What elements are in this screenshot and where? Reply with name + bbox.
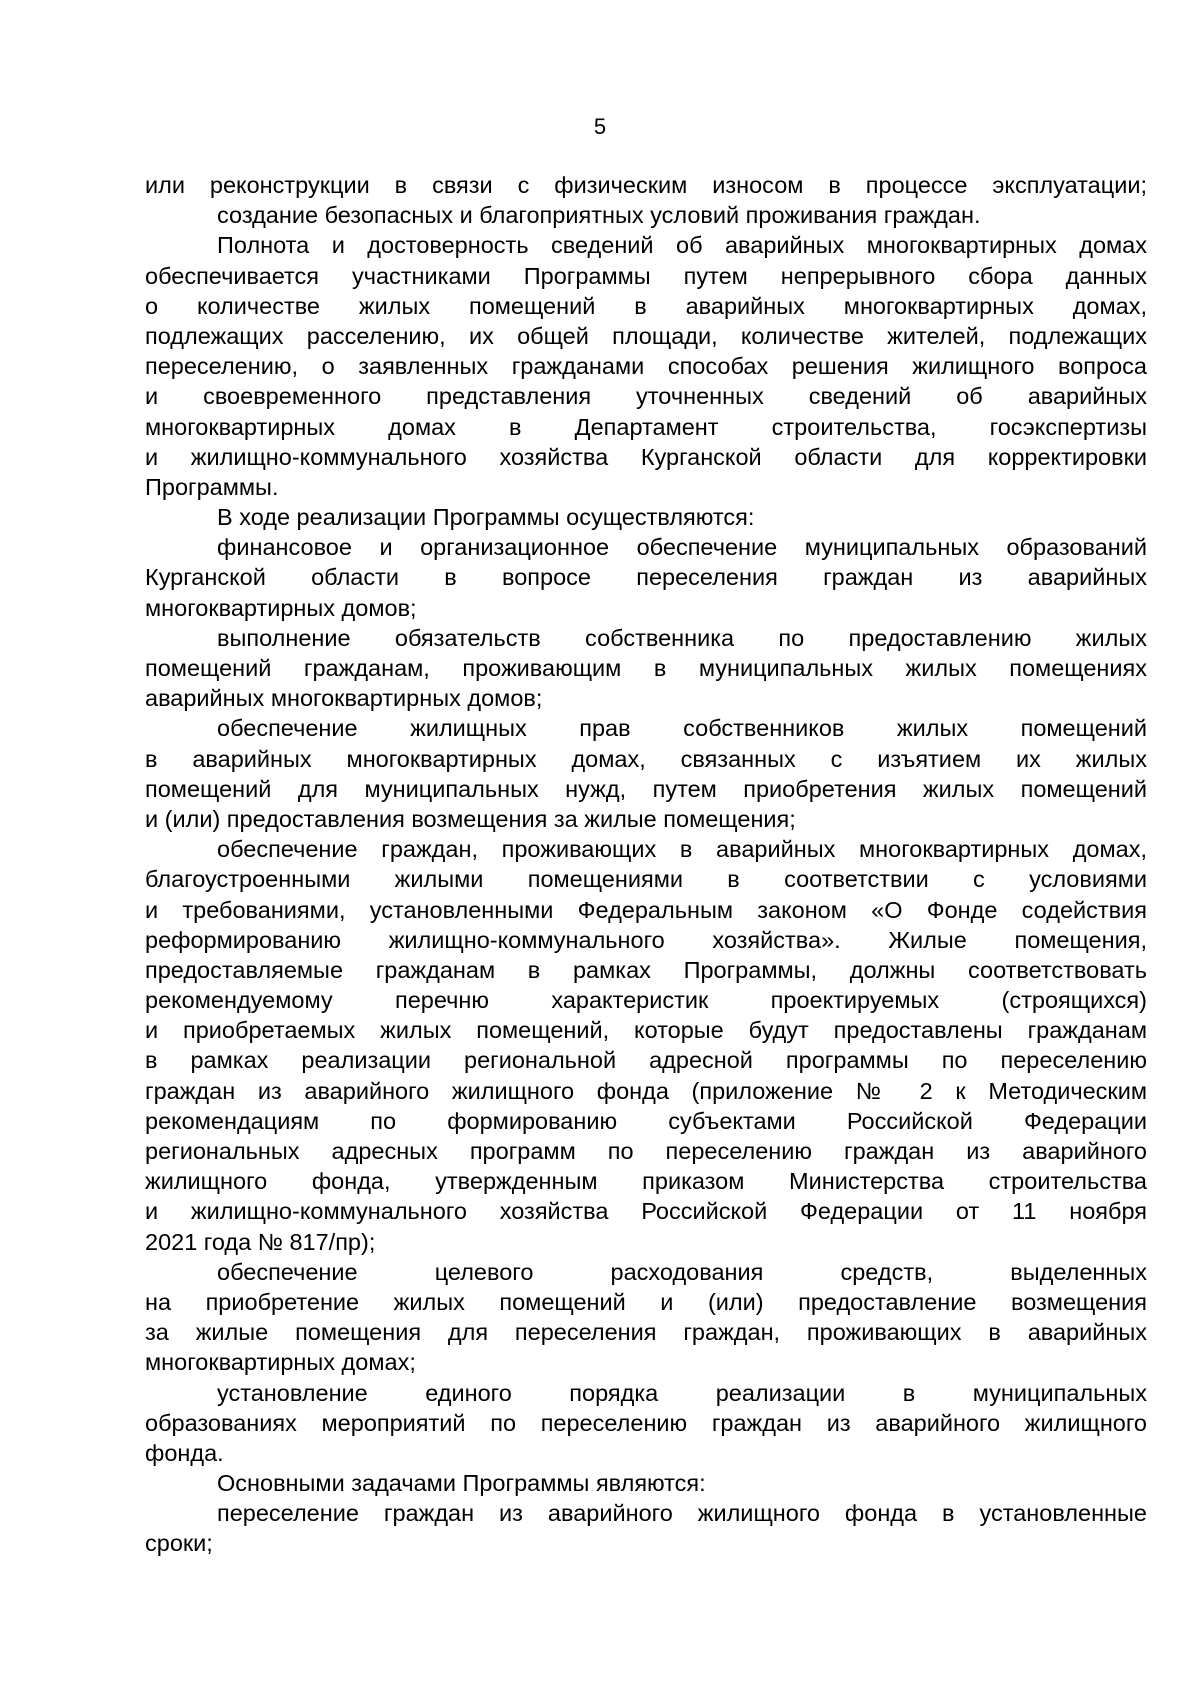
text-line: переселение граждан из аварийного жилищного фонда в установленные [217,1500,1147,1527]
text-line: в рамках реализации региональной адресной программы по переселению [145,1047,1147,1074]
text-line: помещений для муниципальных нужд, путем приобретения жилых помещений [145,775,1147,802]
text-line: выполнение обязательств собственника по предоставлению жилых [217,624,1147,651]
document-body [145,170,1147,1559]
text-line: жилищного фонда, утвержденным приказом Министерства строительства [145,1168,1147,1195]
page-number: 5 [593,114,607,139]
text-line: и своевременного представления уточненных сведений об аварийных [145,383,1147,410]
text-line: и жилищно-коммунального хозяйства Российской Федерации от 11 ноября [145,1198,1147,1225]
text-line: и (или) предоставления возмещения за жилые помещения; [145,805,796,832]
text-line: о количестве жилых помещений в аварийных многоквартирных домах, [145,292,1147,319]
text-line: благоустроенными жилыми помещениями в соответствии с условиями [145,866,1147,893]
text-line: финансовое и организационное обеспечение муниципальных образований [217,534,1147,561]
text-line: региональных адресных программ по переселению граждан из аварийного [145,1138,1147,1164]
text-line: обеспечение жилищных прав собственников жилых помещений [217,715,1147,742]
text-line: за жилые помещения для переселения граждан, проживающих в аварийных [145,1319,1147,1346]
text-line: установление единого порядка реализации в муниципальных [217,1379,1147,1406]
text-line: в аварийных многоквартирных домах, связанных с изъятием их жилых [145,745,1147,772]
text-line: на приобретение жилых помещений и (или) предоставление возмещения [145,1288,1147,1315]
text-line: В ходе реализации Программы осуществляются: [217,504,755,531]
text-line: обеспечивается участниками Программы путем непрерывного сбора данных [145,262,1147,289]
text-line: рекомендуемому перечню характеристик проектируемых (строящихся) [145,987,1147,1014]
text-line: обеспечение граждан, проживающих в аварийных многоквартирных домах, [217,836,1147,863]
text-line: реформированию жилищно-коммунального хозяйства». Жилые помещения, [145,926,1147,953]
text-line: и требованиями, установленными Федеральным законом «О Фонде содействия [145,896,1147,923]
text-line: подлежащих расселению, их общей площади, количестве жителей, подлежащих [145,322,1147,349]
text-line: многоквартирных домах; [145,1349,416,1376]
text-line: помещений гражданам, проживающим в муниципальных жилых помещениях [145,655,1147,681]
text-line: образованиях мероприятий по переселению граждан из аварийного жилищного [145,1409,1147,1436]
text-line: граждан из аварийного жилищного фонда (приложение № 2 к Методическим [145,1077,1147,1104]
text-line: многоквартирных домов; [145,594,417,621]
text-line: фонда. [145,1439,224,1466]
text-line: рекомендациям по формированию субъектами Российской Федерации [145,1107,1147,1134]
text-line: предоставляемые гражданам в рамках Программы, должны соответствовать [145,956,1147,983]
text-line: и жилищно-коммунального хозяйства Курганской области для корректировки [145,443,1147,470]
text-line: Полнота и достоверность сведений об аварийных многоквартирных домах [217,232,1147,259]
text-line: Программы. [145,473,279,500]
text-line: аварийных многоквартирных домов; [145,685,543,712]
text-line: 2021 года № 817/пр); [145,1228,376,1255]
text-line: многоквартирных домах в Департамент строительства, госэкспертизы [145,413,1147,440]
text-line: создание безопасных и благоприятных условий проживания граждан. [217,202,981,229]
text-line: сроки; [145,1530,213,1557]
text-line: Курганской области в вопросе переселения граждан из аварийных [145,564,1147,591]
text-line: Основными задачами Программы являются: [217,1470,706,1497]
text-line: обеспечение целевого расходования средств, выделенных [217,1258,1147,1285]
text-line: или реконструкции в связи с физическим износом в процессе эксплуатации; [145,172,1147,198]
text-line: и приобретаемых жилых помещений, которые будут предоставлены гражданам [145,1017,1147,1044]
text-line: переселению, о заявленных гражданами способах решения жилищного вопроса [145,353,1147,380]
